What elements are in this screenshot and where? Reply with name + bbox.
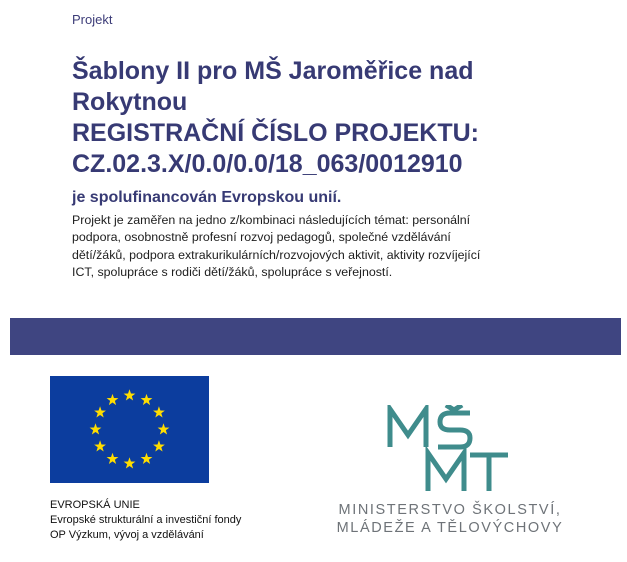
eu-star-icon xyxy=(94,406,106,417)
eu-caption-line-3: OP Výzkum, vývoj a vzdělávání xyxy=(50,529,204,541)
eu-caption-line-1: EVROPSKÁ UNIE xyxy=(50,499,140,511)
eu-star-icon xyxy=(94,440,106,451)
cofinance-statement: je spolufinancován Evropskou unií. xyxy=(72,189,342,206)
msmt-caption xyxy=(320,501,580,537)
eu-caption xyxy=(50,498,241,543)
project-description xyxy=(72,212,572,281)
eu-caption-line-2: Evropské strukturální a investiční fondy xyxy=(50,514,242,526)
registration-heading: REGISTRAČNÍ ČÍSLO PROJEKTU: xyxy=(72,119,479,147)
msmt-logo-icon xyxy=(384,405,514,495)
document-label: Projekt xyxy=(72,12,113,27)
eu-star-icon xyxy=(141,453,153,464)
msmt-caption-line-1: MINISTERSTVO ŠKOLSTVÍ, xyxy=(338,502,562,518)
description-line-2: podpora, osobnostně profesní rozvoj pedagogů, společné vzdělávání xyxy=(72,230,451,245)
eu-flag-icon xyxy=(50,376,209,483)
project-title xyxy=(72,56,612,180)
description-line-3: dětí/žáků, podpora extrakurikulárních/rozvojových aktivit, aktivity rozvíjející xyxy=(72,247,481,262)
eu-star-icon xyxy=(158,423,170,434)
eu-stars-icon xyxy=(50,376,209,483)
description-line-4: ICT, spolupráce s rodiči dětí/žáků, spolupráce s veřejností. xyxy=(72,264,393,279)
eu-star-icon xyxy=(107,453,119,464)
eu-star-icon xyxy=(141,394,153,405)
eu-star-icon xyxy=(90,423,102,434)
registration-number: CZ.02.3.X/0.0/0.0/18_063/0012910 xyxy=(72,150,463,178)
title-line-1: Šablony II pro MŠ Jaroměřice nad xyxy=(72,57,474,85)
eu-star-icon xyxy=(153,440,165,451)
msmt-caption-line-2: MLÁDEŽE A TĚLOVÝCHOVY xyxy=(336,520,564,536)
eu-star-icon xyxy=(107,394,119,405)
eu-star-icon xyxy=(153,406,165,417)
divider-band xyxy=(10,318,621,355)
title-line-2: Rokytnou xyxy=(72,88,188,116)
eu-star-icon xyxy=(124,389,136,400)
description-line-1: Projekt je zaměřen na jedno z/kombinaci následujících témat: personální xyxy=(72,213,471,227)
eu-star-icon xyxy=(124,457,136,468)
